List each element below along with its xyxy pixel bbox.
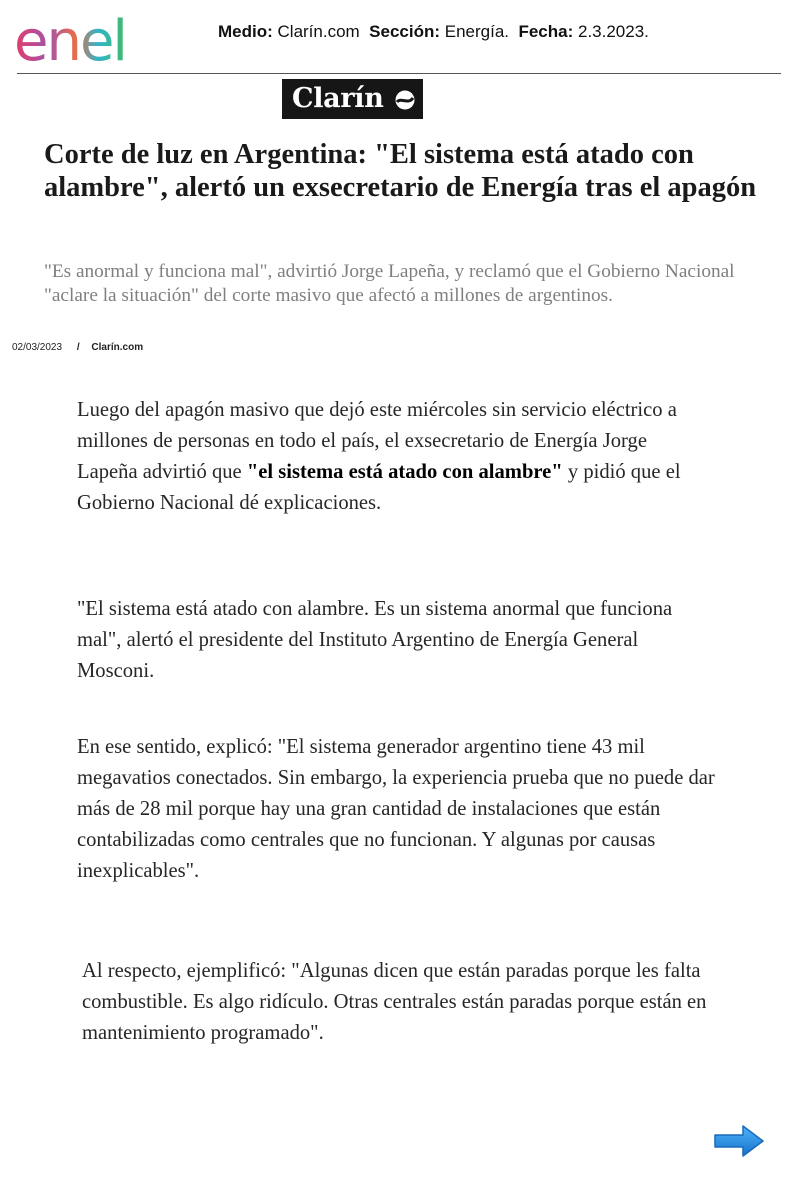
article-byline	[12, 342, 143, 353]
masthead-name: Clarín	[292, 83, 384, 114]
medio-label: Medio:	[218, 22, 273, 41]
header-divider	[17, 73, 781, 74]
paragraph-quote-bold: "el sistema está atado con alambre"	[246, 461, 563, 483]
byline-separator: /	[76, 342, 80, 353]
clarin-masthead	[282, 79, 423, 119]
byline-source: Clarín.com	[91, 342, 144, 353]
fecha-label: Fecha:	[518, 22, 574, 41]
fecha-value: 2.3.2023.	[578, 22, 649, 41]
paragraph-text: Luego del apagón masivo que dejó este miércoles sin servicio eléctrico a millones de personas en todo el país, el exsecretario de Energía Jorge Lapeña advirtió que	[77, 399, 677, 483]
seccion-value: Energía.	[444, 22, 510, 41]
seccion-label: Sección:	[369, 22, 441, 41]
svg-text:enel: enel	[14, 14, 126, 70]
medio-value: Clarín.com	[277, 22, 360, 41]
article-paragraph: Al respecto, ejemplificó: "Algunas dicen que están paradas porque les falta combustible. Es algo ridículo. Otras centrales están paradas porque están en mantenimiento programado".	[82, 960, 707, 1044]
article-paragraph	[77, 395, 707, 519]
paragraph-text: y pidió que el Gobierno Nacional dé explicaciones.	[77, 461, 681, 514]
document-metadata	[218, 22, 649, 42]
clarin-swirl-icon	[394, 89, 416, 111]
enel-logo	[14, 14, 172, 70]
article-headline: Corte de luz en Argentina: "El sistema está atado con alambre", alertó un exsecretario de Energía tras el apagón	[44, 139, 757, 203]
byline-date: 02/03/2023	[12, 342, 63, 353]
article-paragraph: En ese sentido, explicó: "El sistema generador argentino tiene 43 mil megavatios conectados. Sin embargo, la experiencia prueba que no puede dar más de 28 mil porque hay una gran cantidad de instalaciones que están contabilizadas como centrales que no funcionan. Y algunas por causas inexplicables".	[77, 736, 715, 882]
right-arrow-icon[interactable]	[713, 1124, 765, 1158]
article-subheadline: "Es anormal y funciona mal", advirtió Jorge Lapeña, y reclamó que el Gobierno Nacional "aclare la situación" del corte masivo que afectó a millones de argentinos.	[44, 261, 735, 306]
article-paragraph: "El sistema está atado con alambre. Es un sistema anormal que funciona mal", alertó el presidente del Instituto Argentino de Energía General Mosconi.	[77, 598, 673, 682]
